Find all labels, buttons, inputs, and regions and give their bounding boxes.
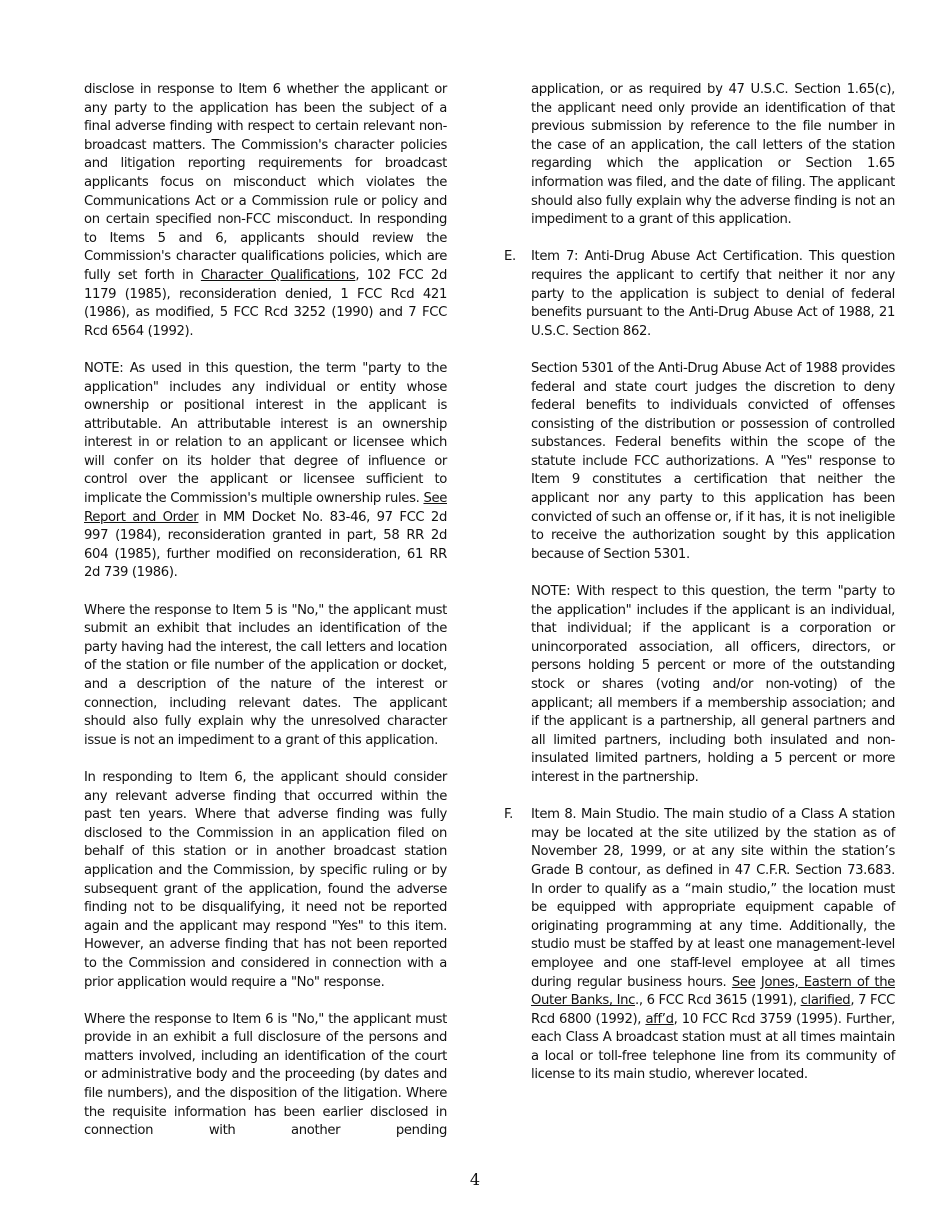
section-item-f (504, 806, 895, 1085)
paragraph-note-party: NOTE: As used in this question, the term "party to the application" includes any individual or entity whose ownership or positional interest in the applicant is attributable. An attributable interest is an ownership interest in or relation to an applicant or licensee which will confer on its holder that degree of influence or control over the applicant or licensee sufficient to implicate the Commission's multiple ownership rules. See Report and Order in MM Docket No. 83-46, 97 FCC 2d 997 (1984), reconsideration granted in part, 58 RR 2d 604 (1985), further modified on reconsideration, 61 RR 2d 739 (1986). (84, 360, 447, 581)
case-citation: Jones, Eastern of the Outer Banks, Inc (531, 974, 896, 1009)
case-citation: aff’d (645, 1011, 674, 1027)
paragraph-item7-heading: Item 7: Anti-Drug Abuse Act Certification. This question requires the applicant to certify that neither it nor any party to the application is subject to denial of federal benefits pursuant to the Anti-Drug Abuse Act of 1988, 21 U.S.C. Section 862. (531, 249, 895, 339)
section-letter: F. (504, 807, 513, 823)
paragraph-item6-response: In responding to Item 6, the applicant should consider any relevant adverse finding that occurred within the past ten years. Where that adverse finding was fully disclosed to the Commission in an application filed on behalf of this station or in another broadcast station application and the Commission, by specific ruling or by subsequent grant of the application, found the adverse finding not to be disqualifying, it need not be reported again and the applicant may respond "Yes" to this item. However, an adverse finding that has not been reported to the Commission and considered in connection with a prior application would require a "No" response. (84, 769, 447, 990)
section-letter: E. (504, 249, 516, 265)
left-column (84, 81, 447, 1141)
section-item-e (504, 248, 895, 787)
see-signal: See (423, 491, 447, 507)
paragraph-main-studio: Item 8. Main Studio. The main studio of a Class A station may be located at the site utilized by the station as of November 28, 1999, or at any site within the station’s Grade B contour, as defined in 47 C.F.R. Section 73.683. In order to qualify as a “main studio,” the location must be equipped with appropriate equipment capable of originating programming at any time. Additionally, the studio must be staffed by at least one management-level employee and one staff-level employee at all times during regular business hours. See Jones, Eastern of the Outer Banks, Inc., 6 FCC Rcd 3615 (1991), clarified, 7 FCC Rcd 6800 (1992), aff’d, 10 FCC Rcd 3759 (1995). Further, each Class A broadcast station must at all times maintain a local or toll-free telephone line from its community of license to its main studio, wherever located. (531, 807, 896, 1083)
paragraph-note-party-item7: NOTE: With respect to this question, the term "party to the application" includes if the applicant is an individual, that individual; if the applicant is a corporation or unincorporated association, all officers, directors, or persons holding 5 percent or more of the outstanding stock or shares (voting and/or non-voting) of the applicant; all members if a membership association; and if the applicant is a partnership, all general partners and all limited partners, including both insulated and non-insulated limited partners, holding a 5 percent or more interest in the partnership. (531, 584, 895, 785)
page-number: 4 (469, 1170, 481, 1189)
case-citation: clarified (800, 993, 851, 1009)
see-signal: See (731, 974, 756, 990)
case-citation: Report and Order (84, 509, 199, 525)
case-citation: Character Qualifications (200, 267, 356, 283)
paragraph-section-5301: Section 5301 of the Anti-Drug Abuse Act of 1988 provides federal and state court judges the discretion to deny federal benefits to individuals convicted of offenses consisting of the distribution or possession of controlled substances. Federal benefits within the scope of the statute include FCC authorizations. A "Yes" response to Item 9 constitutes a certification that neither the applicant nor any party to this application has been convicted of such an offense or, if it has, it is not ineligible to receive the authorization sought by this application because of Section 5301. (531, 360, 895, 562)
paragraph-item5-no: Where the response to Item 5 is "No," the applicant must submit an exhibit that includes an identification of the party having had the interest, the call letters and location of the station or file number of the application or docket, and a description of the nature of the interest or connection, including relevant dates. The applicant should also fully explain why the unresolved character issue is not an impediment to a grant of this application. (84, 602, 447, 748)
right-column (504, 81, 895, 1104)
paragraph-continuation: application, or as required by 47 U.S.C. Section 1.65(c), the applicant need only provide an identification of that previous submission by reference to the file number in the case of an application, the call letters of the station regarding which the application or Section 1.65 information was filed, and the date of filing. The applicant should also fully explain why the adverse finding is not an impediment to a grant of this application. (531, 82, 895, 228)
paragraph-character-policies: disclose in response to Item 6 whether the applicant or any party to the application has been the subject of a final adverse finding with respect to certain relevant non-broadcast matters. The Commission's character policies and litigation reporting requirements for broadcast applicants focus on misconduct which violates the Communications Act or a Commission rule or policy and on certain specified non-FCC misconduct. In responding to Items 5 and 6, applicants should review the Commission's character qualifications policies, which are fully set forth in Character Qualifications, 102 FCC 2d 1179 (1985), reconsideration denied, 1 FCC Rcd 421 (1986), as modified, 5 FCC Rcd 3252 (1990) and 7 FCC Rcd 6564 (1992). (84, 82, 447, 339)
paragraph-item6-no: Where the response to Item 6 is "No," the applicant must provide in an exhibit a full disclosure of the persons and matters involved, including an identification of the court or administrative body and the proceeding (by dates and file numbers), and the disposition of the litigation. Where the requisite information has been earlier disclosed in connection with another pending (84, 1011, 447, 1139)
